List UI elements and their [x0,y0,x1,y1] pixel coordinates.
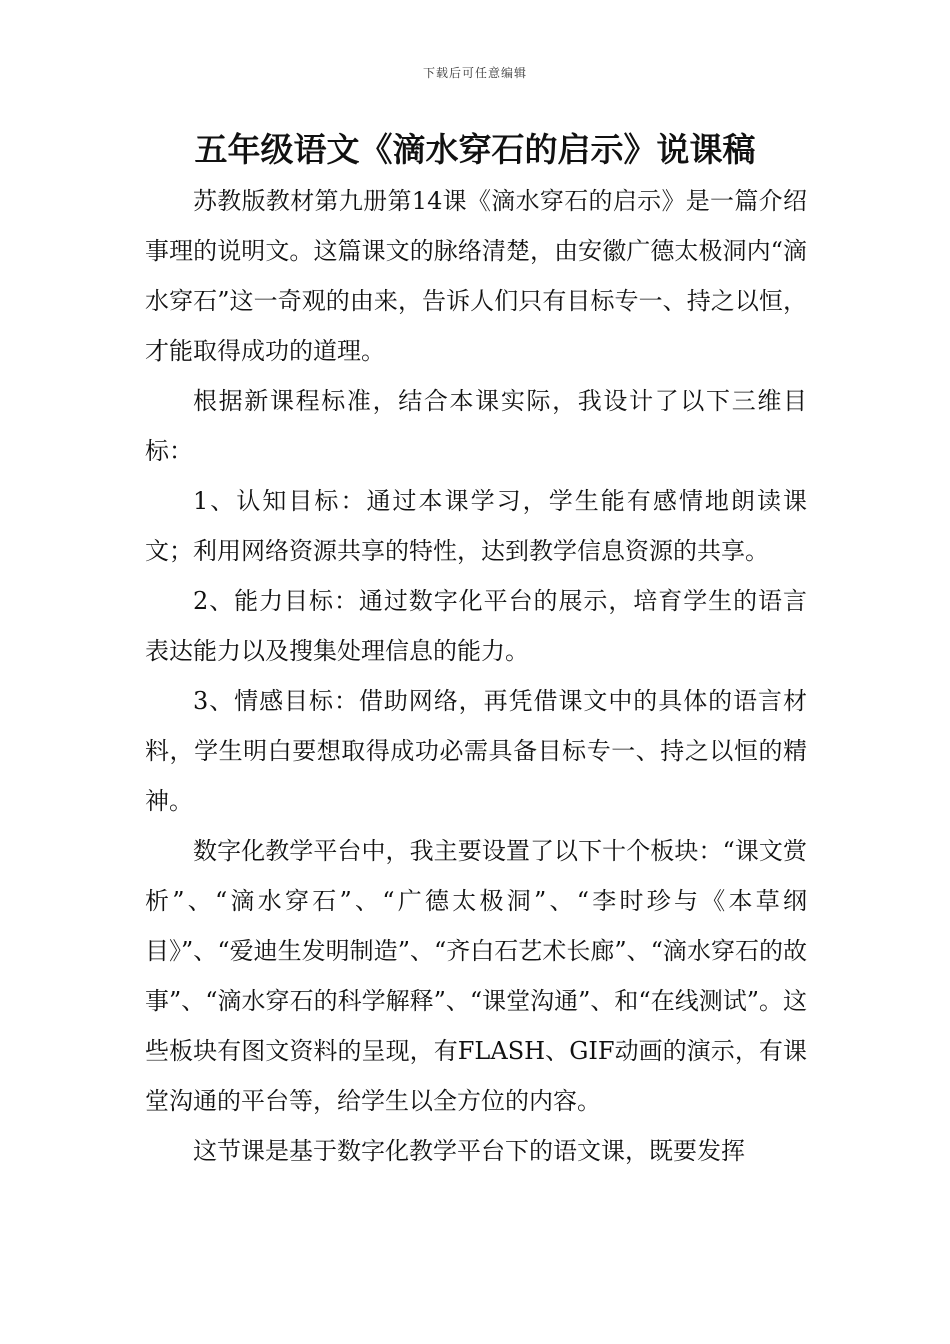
paragraph-platform-modules: 数字化教学平台中，我主要设置了以下十个板块：“课文赏析”、“滴水穿石”、“广德太极洞”、“李时珍与《本草纲目》”、“爱迪生发明制造”、“齐白石艺术长廊”、“滴水穿石的故事”、“滴水穿石的科学解释”、“课堂沟通”、和“在线测试”。这些板块有图文资料的呈现，有FLASH、GIF动画的演示，有课堂沟通的平台等，给学生以全方位的内容。 [145,837,807,1115]
paragraph-intro: 苏教版教材第九册第14课《滴水穿石的启示》是一篇介绍事理的说明文。这篇课文的脉络清楚，由安徽广德太极洞内“滴水穿石”这一奇观的由来，告诉人们只有目标专一、持之以恒，才能取得成功的道理。 [145,187,807,365]
paragraph-cognitive-goal: 1、认知目标：通过本课学习，学生能有感情地朗读课文；利用网络资源共享的特性，达到教学信息资源的共享。 [145,487,807,565]
paragraph-objectives-intro: 根据新课程标准，结合本课实际，我设计了以下三维目标： [145,387,807,465]
page-header: 下载后可任意编辑 [422,66,527,80]
document-title: 五年级语文《滴水穿石的启示》说课稿 [194,130,756,169]
paragraph-closing: 这节课是基于数字化教学平台下的语文课，既要发挥 [193,1137,745,1165]
document-body [145,176,807,1176]
paragraph-emotional-goal: 3、情感目标：借助网络，再凭借课文中的具体的语言材料，学生明白要想取得成功必需具备目标专一、持之以恒的精神。 [145,687,807,815]
paragraph-ability-goal: 2、能力目标：通过数字化平台的展示，培育学生的语言表达能力以及搜集处理信息的能力。 [145,587,807,665]
